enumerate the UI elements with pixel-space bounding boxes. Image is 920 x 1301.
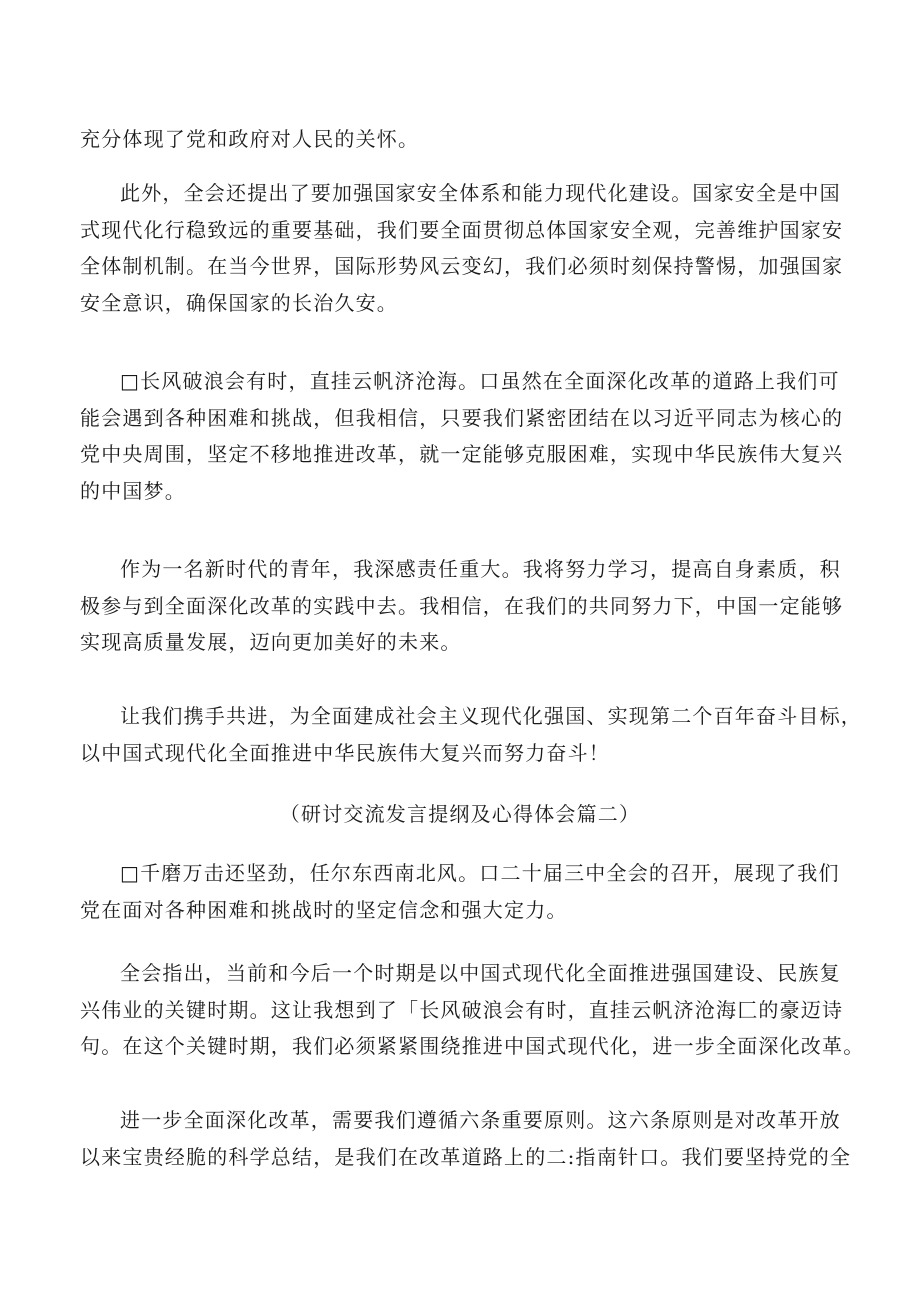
paragraph-line: 句。在这个关键时期，我们必须紧紧围绕推进中国式现代化，进一步全面深化改革。 [80, 1034, 865, 1058]
paragraph-line: 全会指出，当前和今后一个时期是以中国式现代化全面推进强国建设、民族复 [120, 961, 841, 985]
paragraph-line: 能会遇到各种困难和挑战，但我相信，只要我们紧密团结在以习近平同志为核心的 [80, 405, 844, 430]
paragraph-line: 极参与到全面深化改革的实践中去。我相信，在我们的共同努力下，中国一定能够 [80, 593, 844, 618]
paragraph-line: 充分体现了党和政府对人民的关怀。 [80, 127, 420, 151]
paragraph-line: 实现高质量发展，迈向更加美好的未来。 [80, 630, 462, 654]
paragraph-5 [80, 698, 860, 771]
paragraph-line: 以中国式现代化全面推进中华民族伟大复兴而努力奋斗！ [80, 740, 610, 765]
paragraph-6 [80, 855, 860, 928]
paragraph-line: 进一步全面深化改革，需要我们遵循六条重要原则。这六条原则是对改革开放 [120, 1108, 841, 1132]
paragraph-line: □长风破浪会有时，直挂云帆济沧海。口虽然在全面深化改革的道路上我们可 [120, 369, 840, 393]
paragraph-line: □千磨万击还坚劲，任尔东西南北风。口二十届三中全会的召开，展现了我们 [120, 861, 840, 885]
section-heading: （研讨交流发言提纲及心得体会篇二） [279, 802, 641, 826]
paragraph-4 [80, 551, 860, 661]
paragraph-line: 安全意识，确保国家的长治久安。 [80, 290, 398, 315]
paragraph-line: 此外，全会还提出了要加强国家安全体系和能力现代化建设。国家安全是中国 [120, 181, 841, 205]
paragraph-7 [80, 955, 865, 1065]
paragraph-line: 的中国梦。 [80, 478, 186, 503]
paragraph-line: 让我们携手共进，为全面建成社会主义现代化强国、实现第二个百年奋斗目标， [120, 704, 862, 728]
paragraph-3 [80, 363, 860, 509]
paragraph-2 [80, 175, 860, 321]
paragraph-line: 党在面对各种困难和挑战时的坚定信念和强大定力。 [80, 897, 568, 922]
paragraph-line: 式现代化行稳致远的重要基础，我们要全面贯彻总体国家安全观，完善维护国家安 [80, 217, 844, 242]
paragraph-8 [80, 1102, 860, 1175]
paragraph-line: 以来宝贵经脆的科学总结，是我们在改革道路上的二:指南针口。我们要坚持党的全 [80, 1144, 852, 1169]
paragraph-line: 全体制机制。在当今世界，国际形势风云变幻，我们必须时刻保持警惕，加强国家 [80, 254, 844, 278]
paragraph-line: 党中央周围，坚定不移地推进改革，就一定能够克服困难，实现中华民族伟大复兴 [80, 442, 844, 466]
paragraph-1 [80, 121, 860, 158]
paragraph-line: 兴伟业的关键时期。这让我想到了「长风破浪会有时，直挂云帆济沧海匚的豪迈诗 [80, 997, 844, 1022]
paragraph-line: 作为一名新时代的青年，我深感责任重大。我将努力学习，提高自身素质，积 [120, 557, 841, 581]
